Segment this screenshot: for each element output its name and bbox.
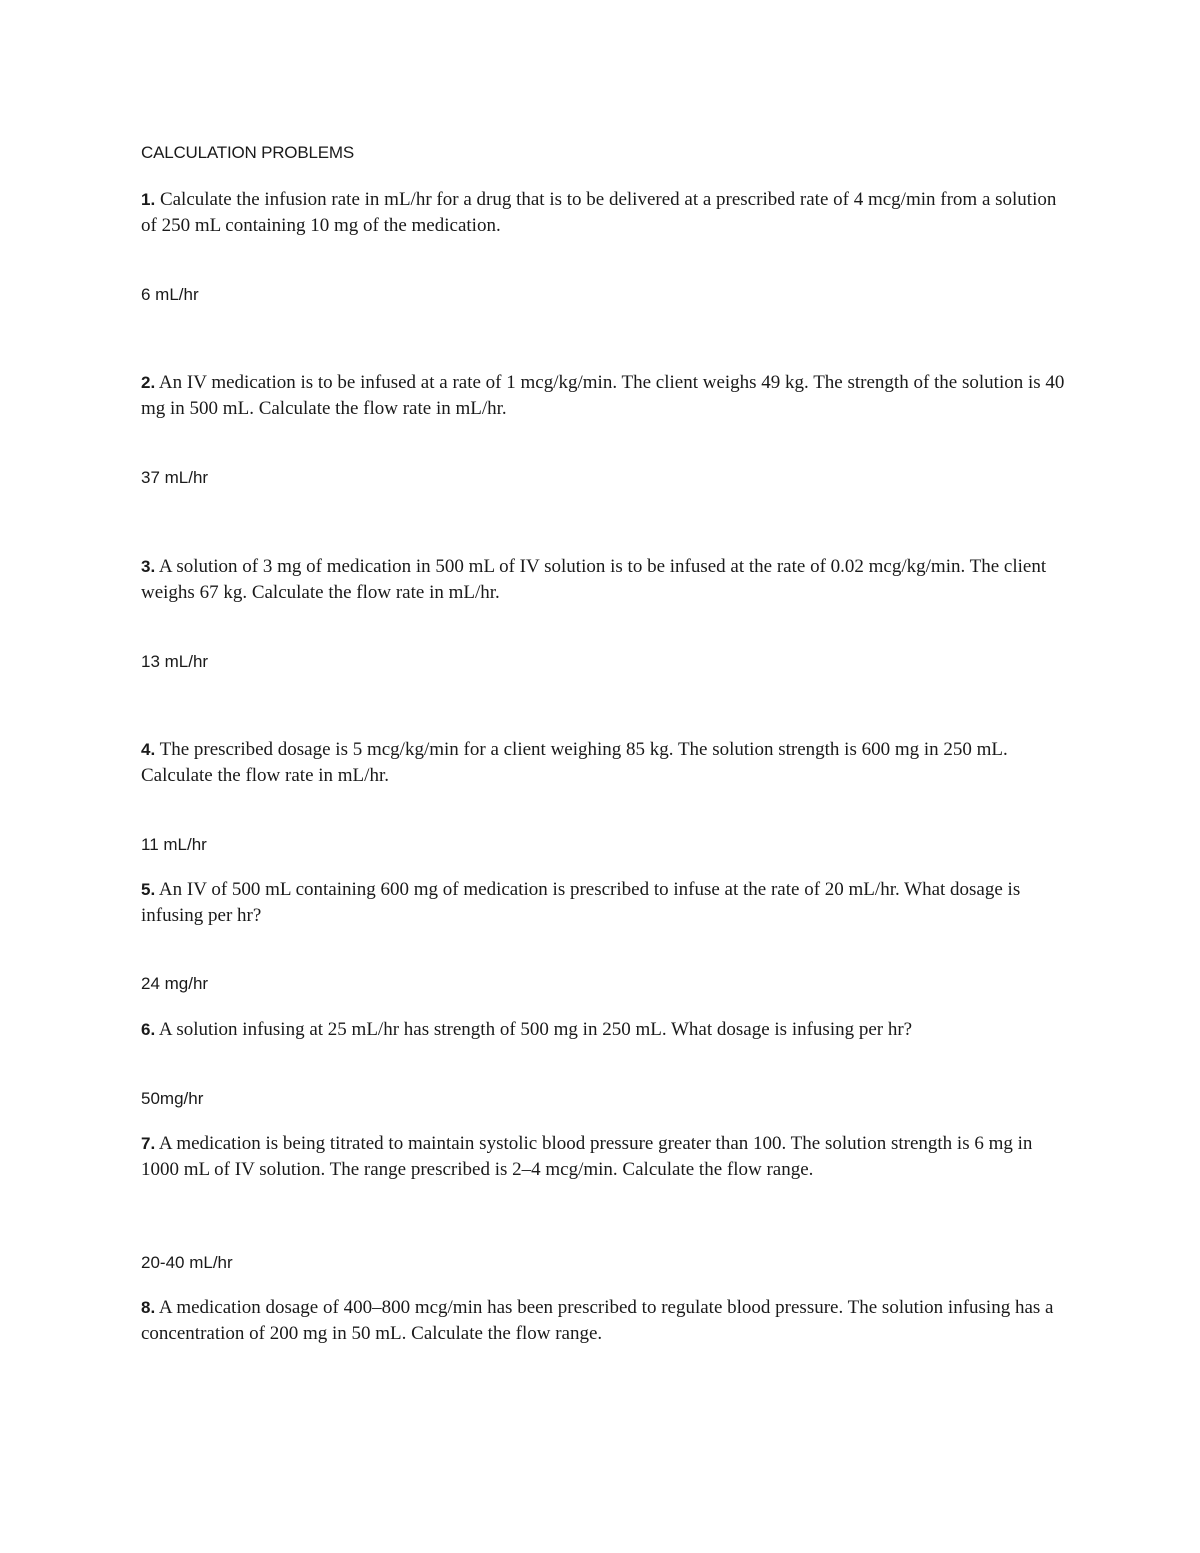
question-text: Calculate the infusion rate in mL/hr for a drug that is to be delivered at a prescribed rate of 4 mcg/min from a solution of 250 mL containing 10 mg of the medication. <box>141 189 1057 236</box>
answer-7: 20-40 mL/hr <box>141 1253 233 1272</box>
question-3 <box>141 554 1071 606</box>
question-7 <box>141 1131 1071 1183</box>
question-number: 8. <box>141 1298 156 1317</box>
question-text: A solution infusing at 25 mL/hr has strength of 500 mg in 250 mL. What dosage is infusing per hr? <box>158 1019 913 1040</box>
question-number: 2. <box>141 373 156 392</box>
question-number: 3. <box>141 557 156 576</box>
question-number: 5. <box>141 880 156 899</box>
question-text: The prescribed dosage is 5 mcg/kg/min for a client weighing 85 kg. The solution strength is 600 mg in 250 mL. Calculate the flow rate in mL/hr. <box>141 739 1008 786</box>
answer-6: 50mg/hr <box>141 1089 204 1108</box>
question-number: 7. <box>141 1134 156 1153</box>
question-8 <box>141 1295 1071 1347</box>
document-title: CALCULATION PROBLEMS <box>141 143 354 162</box>
question-1 <box>141 187 1071 239</box>
question-number: 4. <box>141 740 156 759</box>
question-text: An IV of 500 mL containing 600 mg of medication is prescribed to infuse at the rate of 20 mL/hr. What dosage is infusing per hr? <box>141 879 1021 926</box>
question-text: An IV medication is to be infused at a rate of 1 mcg/kg/min. The client weighs 49 kg. The strength of the solution is 40 mg in 500 mL. Calculate the flow rate in mL/hr. <box>141 372 1065 419</box>
question-5 <box>141 877 1071 929</box>
answer-5: 24 mg/hr <box>141 974 209 993</box>
question-4 <box>141 737 1071 789</box>
question-text: A solution of 3 mg of medication in 500 mL of IV solution is to be infused at the rate of 0.02 mcg/kg/min. The client weighs 67 kg. Calculate the flow rate in mL/hr. <box>141 556 1047 603</box>
question-number: 1. <box>141 190 156 209</box>
question-6 <box>141 1017 1071 1043</box>
answer-3: 13 mL/hr <box>141 652 209 671</box>
question-number: 6. <box>141 1020 156 1039</box>
answer-4: 11 mL/hr <box>141 835 207 854</box>
question-text: A medication dosage of 400–800 mcg/min has been prescribed to regulate blood pressure. The solution infusing has a concentration of 200 mg in 50 mL. Calculate the flow range. <box>141 1297 1054 1344</box>
question-2 <box>141 370 1071 422</box>
answer-1: 6 mL/hr <box>141 285 199 304</box>
answer-2: 37 mL/hr <box>141 468 209 487</box>
question-text: A medication is being titrated to maintain systolic blood pressure greater than 100. The solution strength is 6 mg in 1000 mL of IV solution. The range prescribed is 2–4 mcg/min. Calculate the flow range. <box>141 1133 1033 1180</box>
